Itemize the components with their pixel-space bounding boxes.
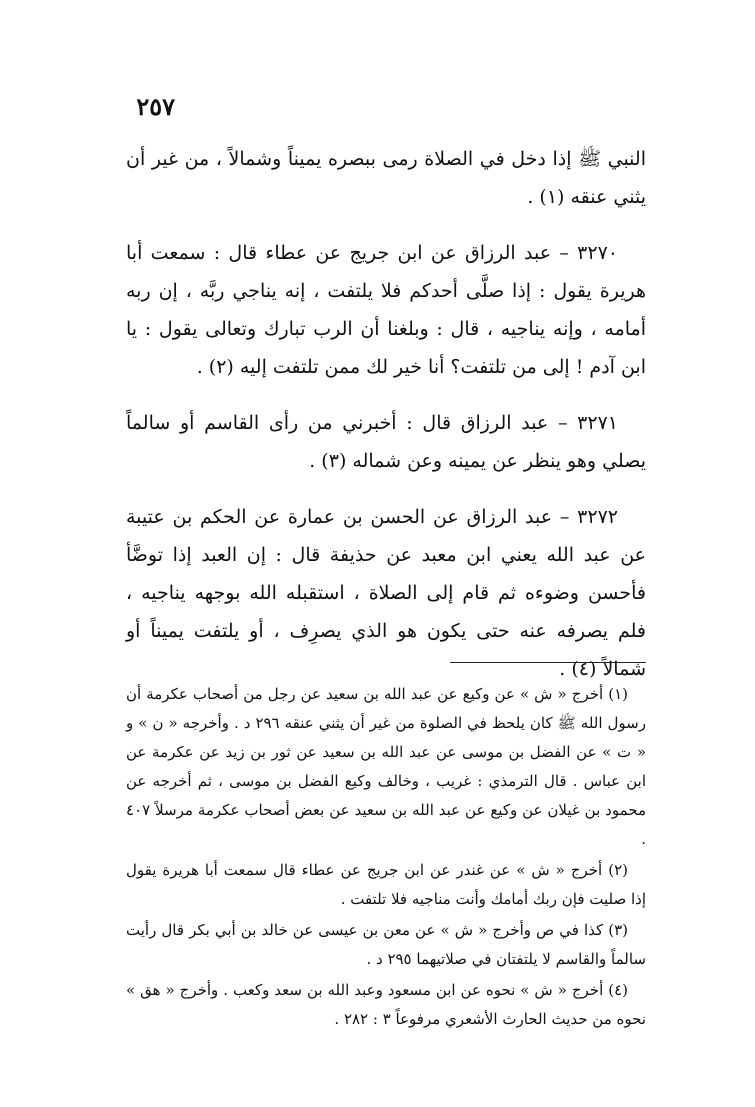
footnote-4: (٤) أخرج « ش » نحوه عن ابن مسعود وعبد الله بن سعد وكعب . وأخرج « هق » نحوه من حديث الحارث الأشعري مرفوعاً ٣ : ٢٨٢ . <box>126 981 646 1028</box>
footnote-divider <box>450 662 646 663</box>
hadith-3272: ٣٢٧٢ – عبد الرزاق عن الحسن بن عمارة عن الحكم بن عتيبة عن عبد الله يعني ابن معبد عن حذيفة قال : إن العبد إذا توضَّأ فأحسن وضوءه ثم قام إلى الصلاة ، استقبله الله بوجهه يناجيه ، فلم يصرفه عنه حتى يكون هو الذي يصرِف ، أو يلتفت يميناً أو شمالاً (٤) . <box>126 506 646 680</box>
page-number: ٢٥٧ <box>136 92 175 121</box>
footnotes-section <box>126 680 646 1036</box>
hadith-3270: ٣٢٧٠ – عبد الرزاق عن ابن جريج عن عطاء قال : سمعت أبا هريرة يقول : إذا صلَّى أحدكم فلا يلتفت ، إنه يناجي ربَّه ، إن ربه أمامه ، وإنه يناجيه ، قال : وبلغنا أن الرب تبارك وتعالى يقول : يا ابن آدم ! إلى من تلتفت؟ أنا خير لك ممن تلتفت إليه (٢) . <box>126 242 646 378</box>
hadith-3271: ٣٢٧١ – عبد الرزاق قال : أخبرني من رأى القاسم أو سالماً يصلي وهو ينظر عن يمينه وعن شماله (٣) . <box>126 412 646 472</box>
footnote-1: (١) أخرج « ش » عن وكيع عن عبد الله بن سعيد عن رجل من أصحاب عكرمة أن رسول الله ﷺ كان يلحظ في الصلوة من غير أن يثني عنقه ٢٩٦ د . وأخرجه « ن » و « ت » عن الفضل بن موسى عن عبد الله بن سعيد عن ثور بن زيد عن عكرمة عن ابن عباس . قال الترمذي : غريب ، وخالف وكيع الفضل بن موسى ، ثم أخرجه عن محمود بن غيلان عن وكيع عن عبد الله بن سعيد عن بعض أصحاب عكرمة مرسلاً ٤٠٧ . <box>126 685 646 848</box>
paragraph-continuation: النبي ﷺ إذا دخل في الصلاة رمى ببصره يميناً وشمالاً ، من غير أن يثني عنقه (١) . <box>126 148 646 208</box>
main-text-body <box>126 140 646 706</box>
footnote-3: (٣) كذا في ص وأخرج « ش » عن معن بن عيسى عن خالد بن أبي بكر قال رأيت سالماً والقاسم لا يلتفتان في صلاتيهما ٢٩٥ د . <box>126 921 646 968</box>
footnote-2: (٢) أخرج « ش » عن غندر عن ابن جريج عن عطاء قال سمعت أبا هريرة يقول إذا صليت فإن ربك أمامك وأنت مناجيه فلا تلتفت . <box>126 861 646 908</box>
